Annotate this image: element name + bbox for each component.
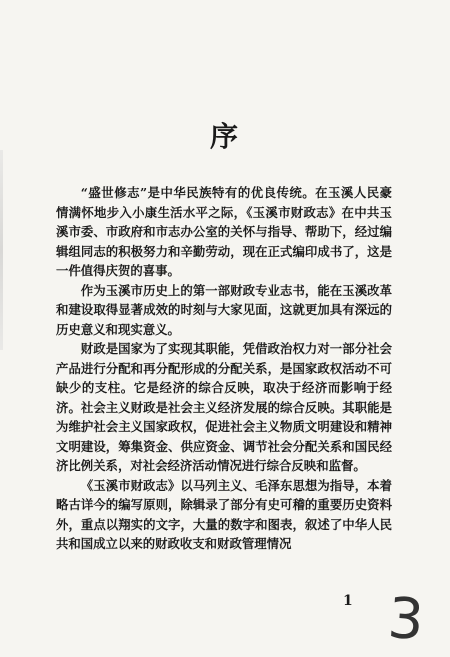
page-number: 1: [343, 593, 353, 609]
body-text: [56, 183, 392, 554]
paragraph: 作为玉溪市历史上的第一部财政专业志书，能在玉溪改革和建设取得显著成效的时刻与大家见面，这就更加具有深远的历史意义和现实意义。: [56, 282, 392, 337]
handwritten-page-mark: 3: [385, 585, 426, 654]
paragraph: 《玉溪市财政志》以马列主义、毛泽东思想为指导，本着略古详今的编写原则，除辑录了部分有史可稽的重要历史资料外，重点以翔实的文字，大量的数字和图表，叙述了中华人民共和国成立以来的财政收支和财政管理情况: [56, 477, 392, 551]
paragraph: “盛世修志”是中华民族特有的优良传统。在玉溪人民豪情满怀地步入小康生活水平之际，《玉溪市财政志》在中共玉溪市委、市政府和市志办公室的关怀与指导、帮助下，经过编辑组同志的积极努力和辛勤劳动，现在正式编印成书了，这是一件值得庆贺的喜事。: [56, 185, 392, 278]
scan-edge-shadow: [0, 150, 3, 350]
page-title: 序: [209, 120, 240, 153]
paragraph: 财政是国家为了实现其职能，凭借政治权力对一部分社会产品进行分配和再分配形成的分配关系，是国家政权活动不可缺少的支柱。它是经济的综合反映，取决于经济而影响于经济。社会主义财政是社会主义经济发展的综合反映。其职能是为维护社会主义国家政权，促进社会主义物质文明建设和精神文明建设，筹集资金、供应资金、调节社会分配关系和国民经济比例关系，对社会经济活动情况进行综合反映和监督。: [56, 341, 392, 473]
